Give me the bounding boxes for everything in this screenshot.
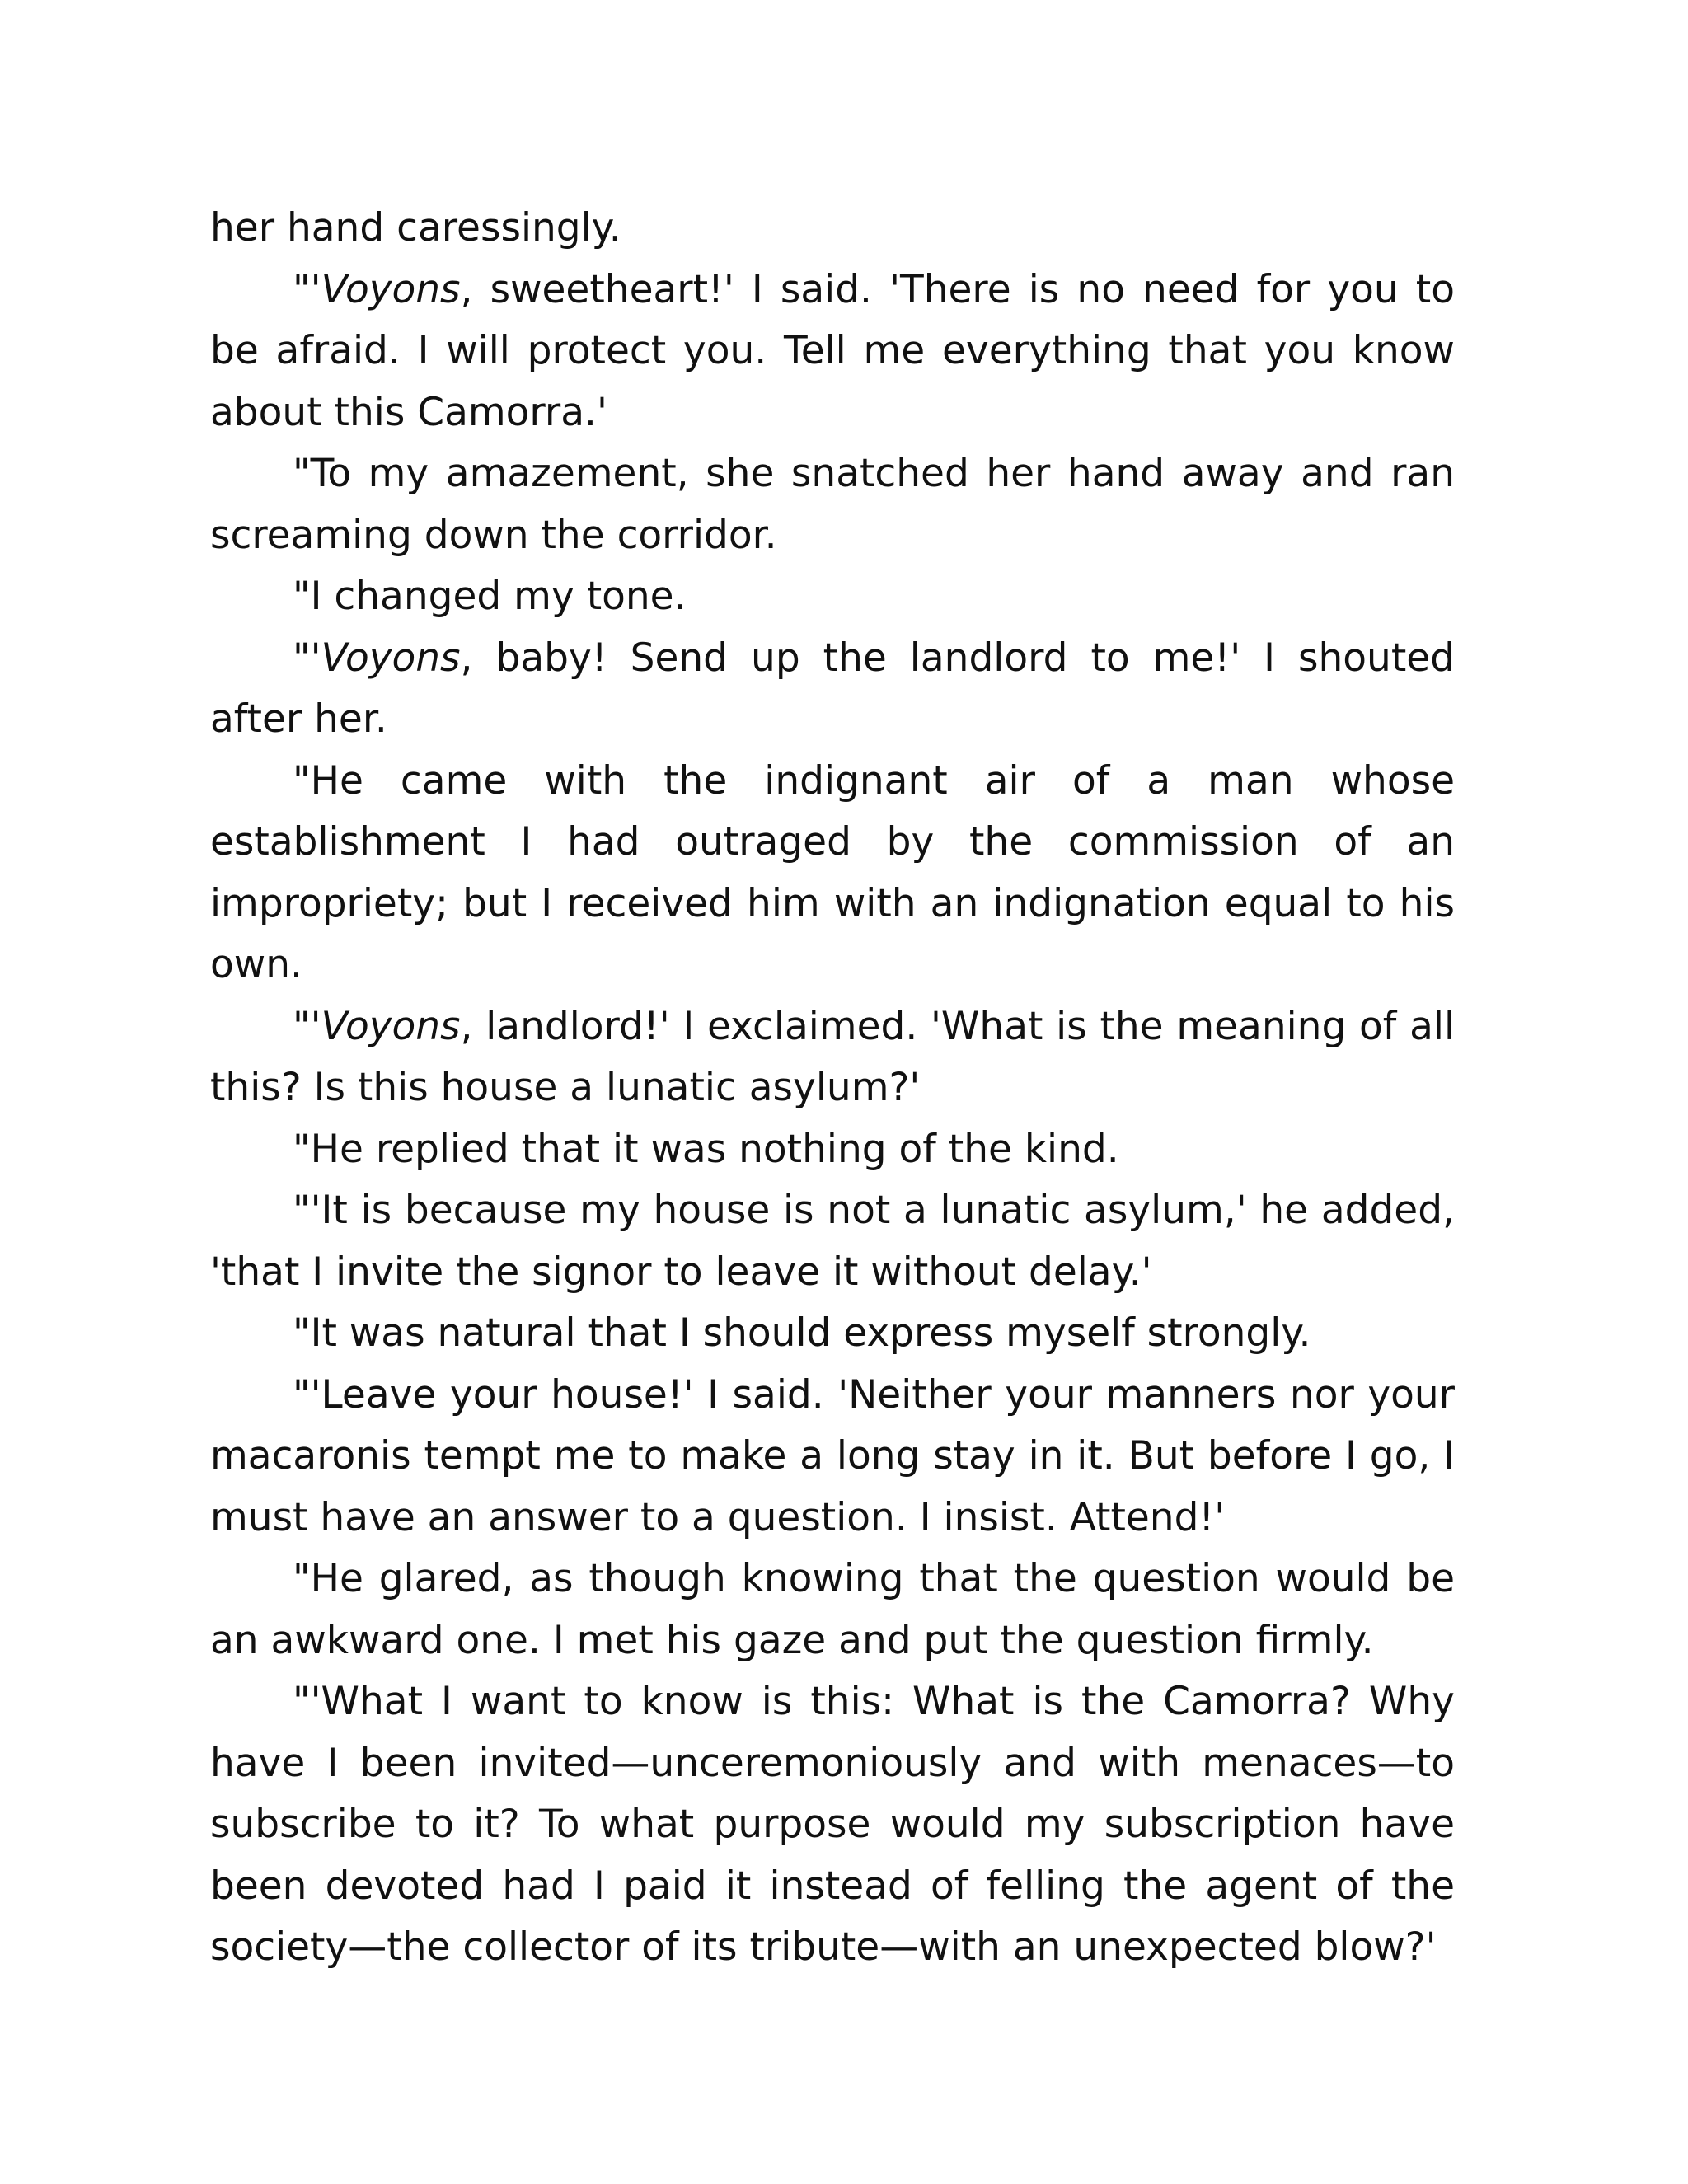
text-segment: "'Leave your house!' I said. 'Neither your manners nor your macaronis tempt me to make a long stay in it. But before I go, I must have an answer to a question. I insist. Attend!' [210, 1371, 1455, 1540]
italic-word: Voyons [321, 266, 461, 312]
paragraph-13 [210, 1671, 1455, 1979]
italic-word: Voyons [321, 635, 461, 681]
paragraph-4 [210, 566, 1455, 628]
text-segment: "' [293, 266, 321, 312]
text-segment: , baby! Send up the landlord to me!' I shouted after her. [210, 635, 1455, 742]
text-segment: , sweetheart!' I said. 'There is no need for you to be afraid. I will protect you. Tell me everything that you know about this Camorra.' [210, 266, 1455, 435]
text-segment: "It was natural that I should express myself strongly. [293, 1310, 1311, 1356]
italic-word: Voyons [321, 1003, 461, 1049]
paragraph-8 [210, 1119, 1455, 1181]
paragraph-2 [210, 260, 1455, 444]
text-segment: , landlord!' I exclaimed. 'What is the meaning of all this? Is this house a lunatic asylum?' [210, 1003, 1455, 1110]
text-segment: "'What I want to know is this: What is the Camorra? Why have I been invited—unceremoniously and with menaces—to subscribe to it? To what purpose would my subscription have been devoted had I paid it instead of felling the agent of the society—the collector of its tribute—with an unexpected blow?' [210, 1679, 1455, 1970]
text-segment: "'It is because my house is not a lunatic asylum,' he added, 'that I invite the signor to leave it without delay.' [210, 1188, 1455, 1295]
paragraph-12 [210, 1549, 1455, 1671]
paragraph-7 [210, 996, 1455, 1119]
paragraph-6 [210, 751, 1455, 996]
text-segment: "He came with the indignant air of a man whose establishment I had outraged by the commission of an impropriety; but I received him with an indignation equal to his own. [210, 757, 1455, 987]
paragraph-10 [210, 1303, 1455, 1365]
paragraph-1 [210, 198, 1455, 260]
text-segment: "I changed my tone. [293, 574, 687, 619]
paragraph-9 [210, 1180, 1455, 1303]
paragraph-5 [210, 628, 1455, 751]
text-segment: "' [293, 1003, 321, 1049]
paragraph-11 [210, 1365, 1455, 1549]
text-segment: "To my amazement, she snatched her hand away and ran screaming down the corridor. [210, 451, 1455, 558]
text-segment: "He glared, as though knowing that the question would be an awkward one. I met his gaze and put the question firmly. [210, 1556, 1455, 1663]
paragraph-3 [210, 443, 1455, 566]
text-segment: "He replied that it was nothing of the kind. [293, 1126, 1119, 1172]
text-segment: her hand caressingly. [210, 205, 621, 251]
book-page [210, 198, 1455, 1979]
text-segment: "' [293, 635, 321, 681]
